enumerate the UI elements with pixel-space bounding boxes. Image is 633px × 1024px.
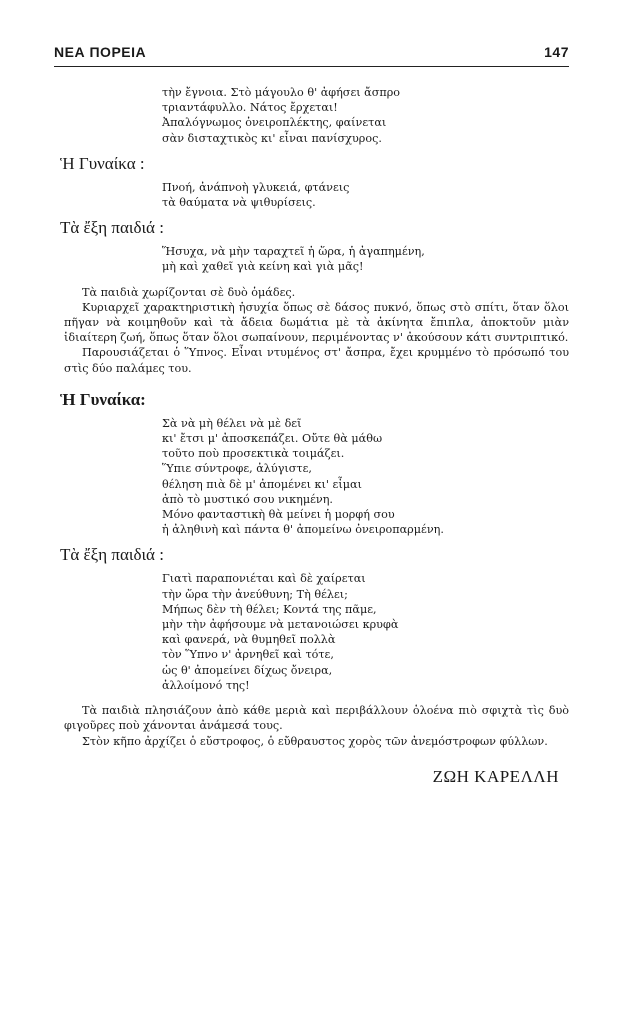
verse-line: Πνοή, ἀνάπνοὴ γλυκειά, φτάνεις — [162, 180, 350, 194]
verse-block — [162, 180, 569, 210]
verse-line: τοῦτο ποὺ προσεκτικὰ τοιμάζει. — [162, 447, 345, 461]
verse-line: θέληση πιὰ δὲ μ' ἀπομένει κι' εἶμαι — [162, 477, 362, 491]
verse-line: ἀπὸ τὸ μυστικό σου νικημένη. — [162, 492, 333, 506]
verse-block — [162, 244, 569, 274]
verse-line: τὴν ὥρα τὴν ἀνεύθυνη; Τὴ θέλει; — [162, 587, 348, 601]
verse-line: Μόνο φανταστικὴ θὰ μείνει ἡ μορφή σου — [162, 508, 395, 522]
verse-line: τὰ θαύματα νὰ ψιθυρίσεις. — [162, 196, 316, 210]
verse-line: καὶ φανερά, νὰ θυμηθεῖ πολλὰ — [162, 633, 336, 647]
journal-title: ΝΕΑ ΠΟΡΕΙΑ — [54, 44, 147, 60]
prose-paragraph: Τὰ παιδιὰ χωρίζονται σὲ δυὸ ὁμάδες. — [82, 285, 296, 299]
header-rule — [54, 66, 569, 67]
verse-line: Ἥσυχα, νὰ μὴν ταραχτεῖ ἡ ὥρα, ἡ ἀγαπημένη, — [162, 245, 425, 259]
page-number: 147 — [544, 44, 569, 60]
speaker-heading: Ἡ Γυναίκα: — [60, 389, 146, 409]
prose-paragraph: Κυριαρχεῖ χαρακτηριστικὴ ἡσυχία ὅπως σὲ δάσος πυκνό, ὅπως στὸ σπίτι, ὅταν ὅλοι πῆγαν νὰ κοιμηθοῦν καὶ τὰ ἄδεια δωμάτια μὲ τὰ ἀκίνητα ἔπιπλα, ἀποκτοῦν μιὰν ἰδιαίτερη ζωή, ὅπως ὅταν ὅλοι σωπαίνουν, περιμένοντας ν' ἀκούσουν κάτι συντριπτικό. — [64, 300, 569, 345]
verse-line: ἀλλοίμονό της! — [162, 678, 250, 692]
verse-line: μὴν τὴν ἀφήσουμε νὰ μετανοιώσει κρυφὰ — [162, 618, 399, 632]
verse-line: Ἀπαλόγνωμος ὀνειροπλέκτης, φαίνεται — [162, 116, 387, 130]
author-signature: ΖΩΗ ΚΑΡΕΛΛΗ — [432, 766, 559, 786]
prose-paragraph: Στὸν κῆπο ἀρχίζει ὁ εὔστροφος, ὁ εὔθραυστος χορὸς τῶν ἀνεμόστροφων φύλλων. — [82, 734, 548, 748]
verse-line: Ὕπιε σύντροφε, ἀλύγιστε, — [162, 462, 312, 476]
verse-line: σὰν δισταχτικὸς κι' εἶναι πανίσχυρος. — [162, 131, 382, 145]
running-header — [54, 44, 569, 60]
verse-line: τριαντάφυλλο. Νάτος ἔρχεται! — [162, 101, 338, 115]
spacer — [54, 376, 569, 382]
prose-paragraph: Τὰ παιδιὰ πλησιάζουν ἀπὸ κάθε μεριὰ καὶ περιβάλλουν ὁλοένα πιὸ σφιχτὰ τὶς δυὸ φιγοῦρες ποὺ χάνονται ἀνάμεσά τους. — [64, 704, 569, 733]
spacer — [54, 749, 569, 755]
verse-line: ἡ ἀληθινὴ καὶ πάντα θ' ἀπομείνω ὀνειροπαρμένη. — [162, 523, 444, 537]
verse-line: τὴν ἔγνοια. Στὸ μάγουλο θ' ἀφήσει ἄσπρο — [162, 86, 401, 99]
verse-block — [162, 571, 569, 693]
speaker-heading: Τὰ ἔξη παιδιά : — [60, 545, 164, 565]
verse-line: τὸν Ὕπνο ν' ἀρνηθεῖ καὶ τότε, — [162, 648, 334, 662]
verse-line: μὴ καὶ χαθεῖ γιὰ κείνη καὶ γιὰ μᾶς! — [162, 260, 364, 274]
verse-line: Μήπως δὲν τὴ θέλει; Κοντά της πᾶμε, — [162, 602, 377, 616]
speaker-heading: Τὰ ἔξη παιδιά : — [60, 218, 164, 238]
verse-line: Γιατὶ παραπονιέται καὶ δὲ χαίρεται — [162, 572, 366, 586]
verse-line: ὡς θ' ἀπομείνει δίχως ὄνειρα, — [162, 663, 333, 677]
stage-direction — [64, 703, 569, 749]
page-body — [54, 85, 569, 784]
verse-line: κι' ἔτσι μ' ἀποσκεπάζει. Οὔτε θὰ μάθω — [162, 432, 383, 446]
verse-block — [162, 416, 569, 538]
verse-block — [162, 85, 569, 146]
speaker-heading: Ἡ Γυναίκα : — [60, 153, 145, 173]
verse-line: Σὰ νὰ μὴ θέλει νὰ μὲ δεῖ — [162, 416, 302, 430]
stage-direction — [64, 285, 569, 376]
prose-paragraph: Παρουσιάζεται ὁ Ὕπνος. Εἶναι ντυμένος στ' ἄσπρα, ἔχει κρυμμένο τὸ πρόσωπό του στὶς δύο παλάμες του. — [64, 346, 569, 375]
